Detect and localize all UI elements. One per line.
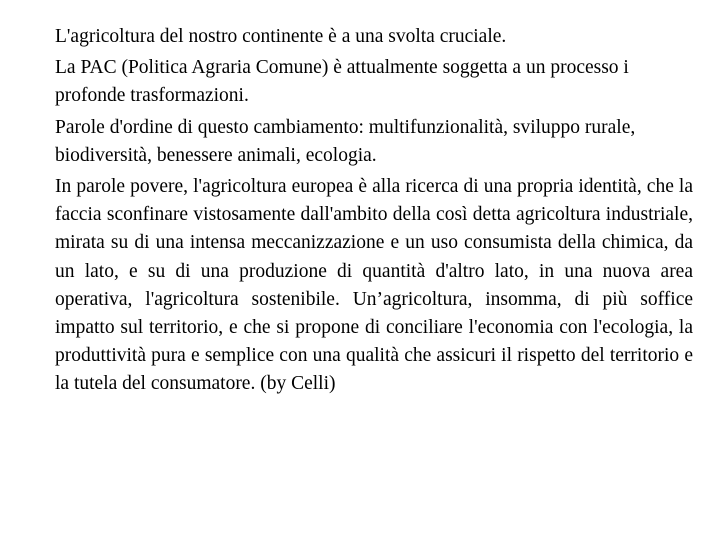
paragraph-intro: L'agricoltura del nostro continente è a una svolta cruciale. bbox=[55, 26, 507, 47]
paragraph-pac: La PAC (Politica Agraria Comune) è attualmente soggetta a un processo i profonde trasformazioni. bbox=[55, 57, 629, 107]
paragraph-keywords: Parole d'ordine di questo cambiamento: multifunzionalità, sviluppo rurale, biodiversità, benessere animali, ecologia. bbox=[55, 116, 636, 166]
text-block bbox=[55, 23, 693, 402]
paragraph-sustainable-agriculture: In parole povere, l'agricoltura europea è alla ricerca di una propria identità, che la faccia sconfinare vistosamente dall'ambito della così detta agricoltura industriale, mirata su di una intensa meccanizzazione e un uso consumista della chimica, da un lato, e su di una produzione di quantità d'altro lato, in una nuova area operativa, l'agricoltura sostenibile. Un’agricoltura, insomma, di più soffice impatto sul territorio, e che si propone di conciliare l'economia con l'ecologia, la produttività pura e semplice con una qualità che assicuri il rispetto del territorio e la tutela del consumatore. (by Celli) bbox=[55, 176, 693, 395]
